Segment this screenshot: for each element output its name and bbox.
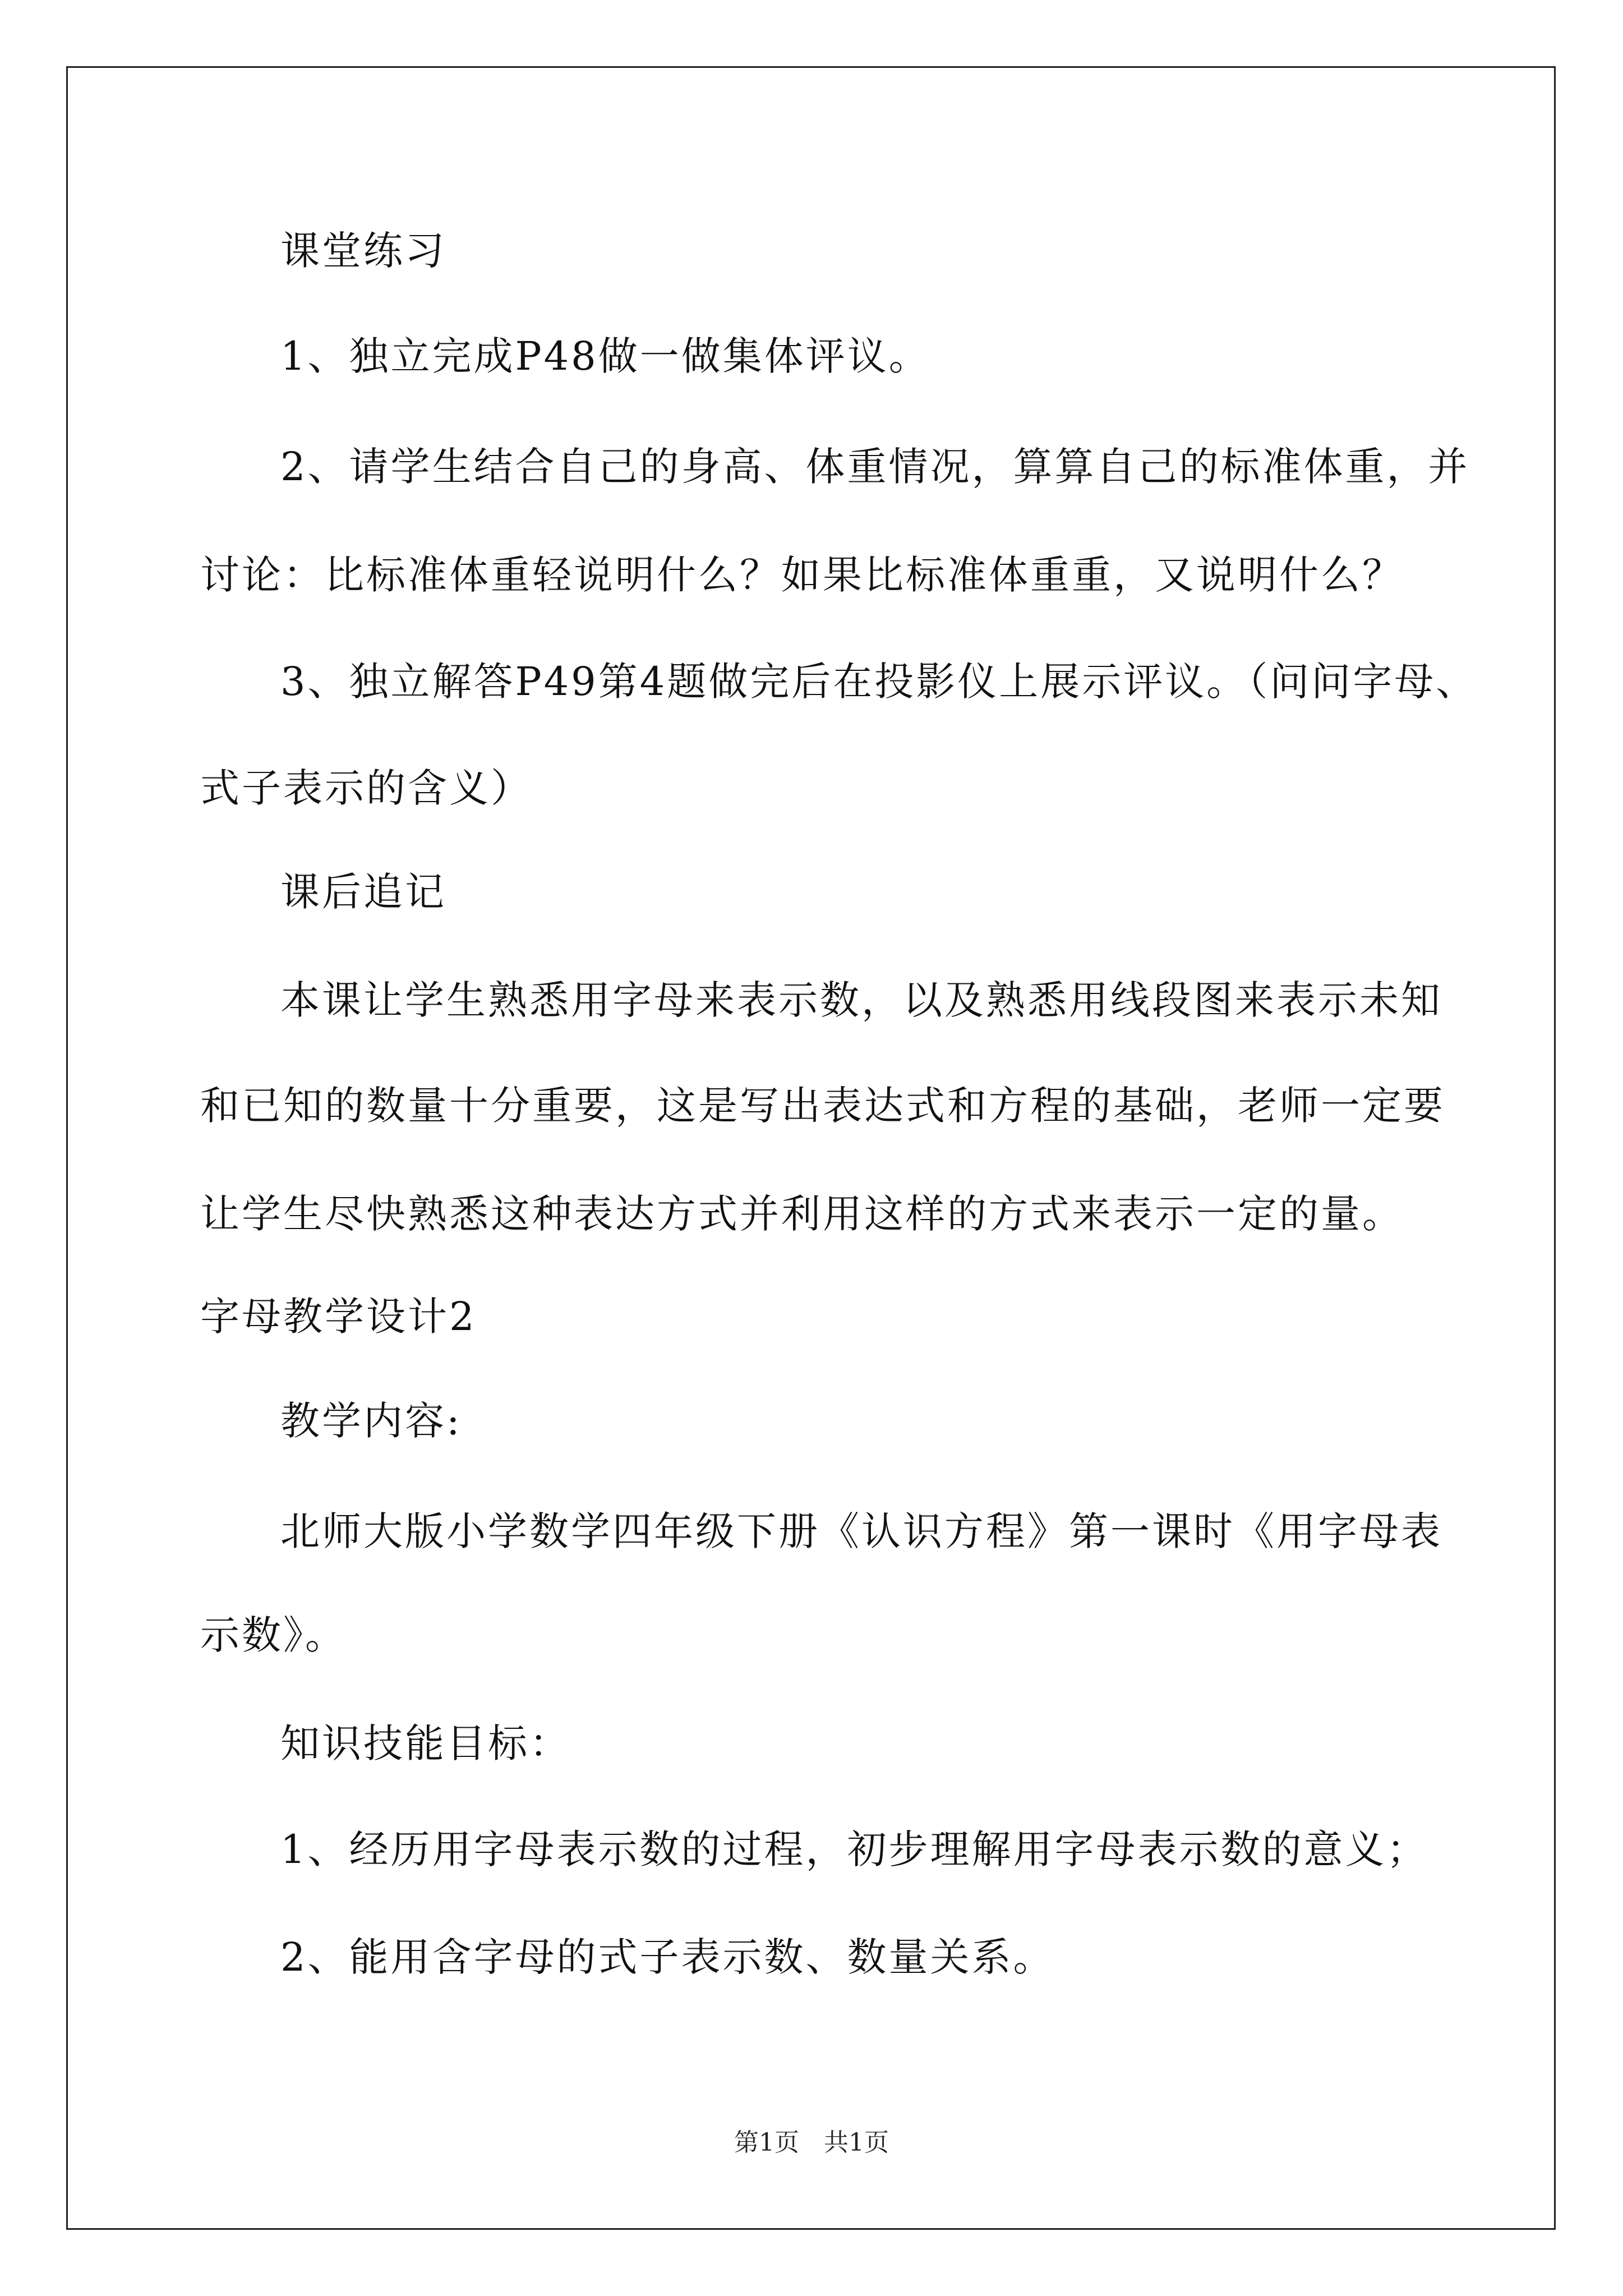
heading-teaching-content: 教学内容: bbox=[280, 1398, 462, 1444]
section-title: 字母教学设计2 bbox=[200, 1294, 477, 1340]
paragraph-line: 本课让学生熟悉用字母来表示数，以及熟悉用线段图来表示未知 bbox=[280, 977, 1442, 1023]
paragraph-line: 2、能用含字母的式子表示数、数量关系。 bbox=[280, 1934, 1055, 1980]
paragraph-line: 和已知的数量十分重要，这是写出表达式和方程的基础，老师一定要 bbox=[200, 1083, 1445, 1129]
page-border bbox=[66, 66, 1556, 2230]
paragraph-line: 示数》。 bbox=[200, 1612, 347, 1658]
heading-knowledge-skill-goals: 知识技能目标： bbox=[280, 1720, 571, 1766]
paragraph-line: 让学生尽快熟悉这种表达方式并利用这样的方式来表示一定的量。 bbox=[200, 1191, 1404, 1237]
paragraph-line: 讨论：比标准体重轻说明什么？如果比标准体重重，又说明什么？ bbox=[200, 552, 1404, 598]
heading-classroom-practice: 课堂练习 bbox=[280, 228, 446, 274]
heading-after-class-notes: 课后追记 bbox=[280, 869, 446, 915]
paragraph-line: 1、经历用字母表示数的过程，初步理解用字母表示数的意义； bbox=[280, 1826, 1428, 1872]
paragraph-line: 式子表示的含义） bbox=[200, 765, 532, 811]
paragraph-line: 3、独立解答P49第4题做完后在投影仪上展示评议。（问问字母、 bbox=[280, 659, 1478, 705]
paragraph-line: 1、独立完成P48做一做集体评议。 bbox=[280, 333, 930, 379]
paragraph-line: 北师大版小学数学四年级下册《认识方程》第一课时《用字母表 bbox=[280, 1508, 1442, 1554]
paragraph-line: 2、请学生结合自己的身高、体重情况，算算自己的标准体重，并 bbox=[280, 444, 1470, 490]
page-number-footer: 第1页 共1页 bbox=[734, 2128, 889, 2157]
